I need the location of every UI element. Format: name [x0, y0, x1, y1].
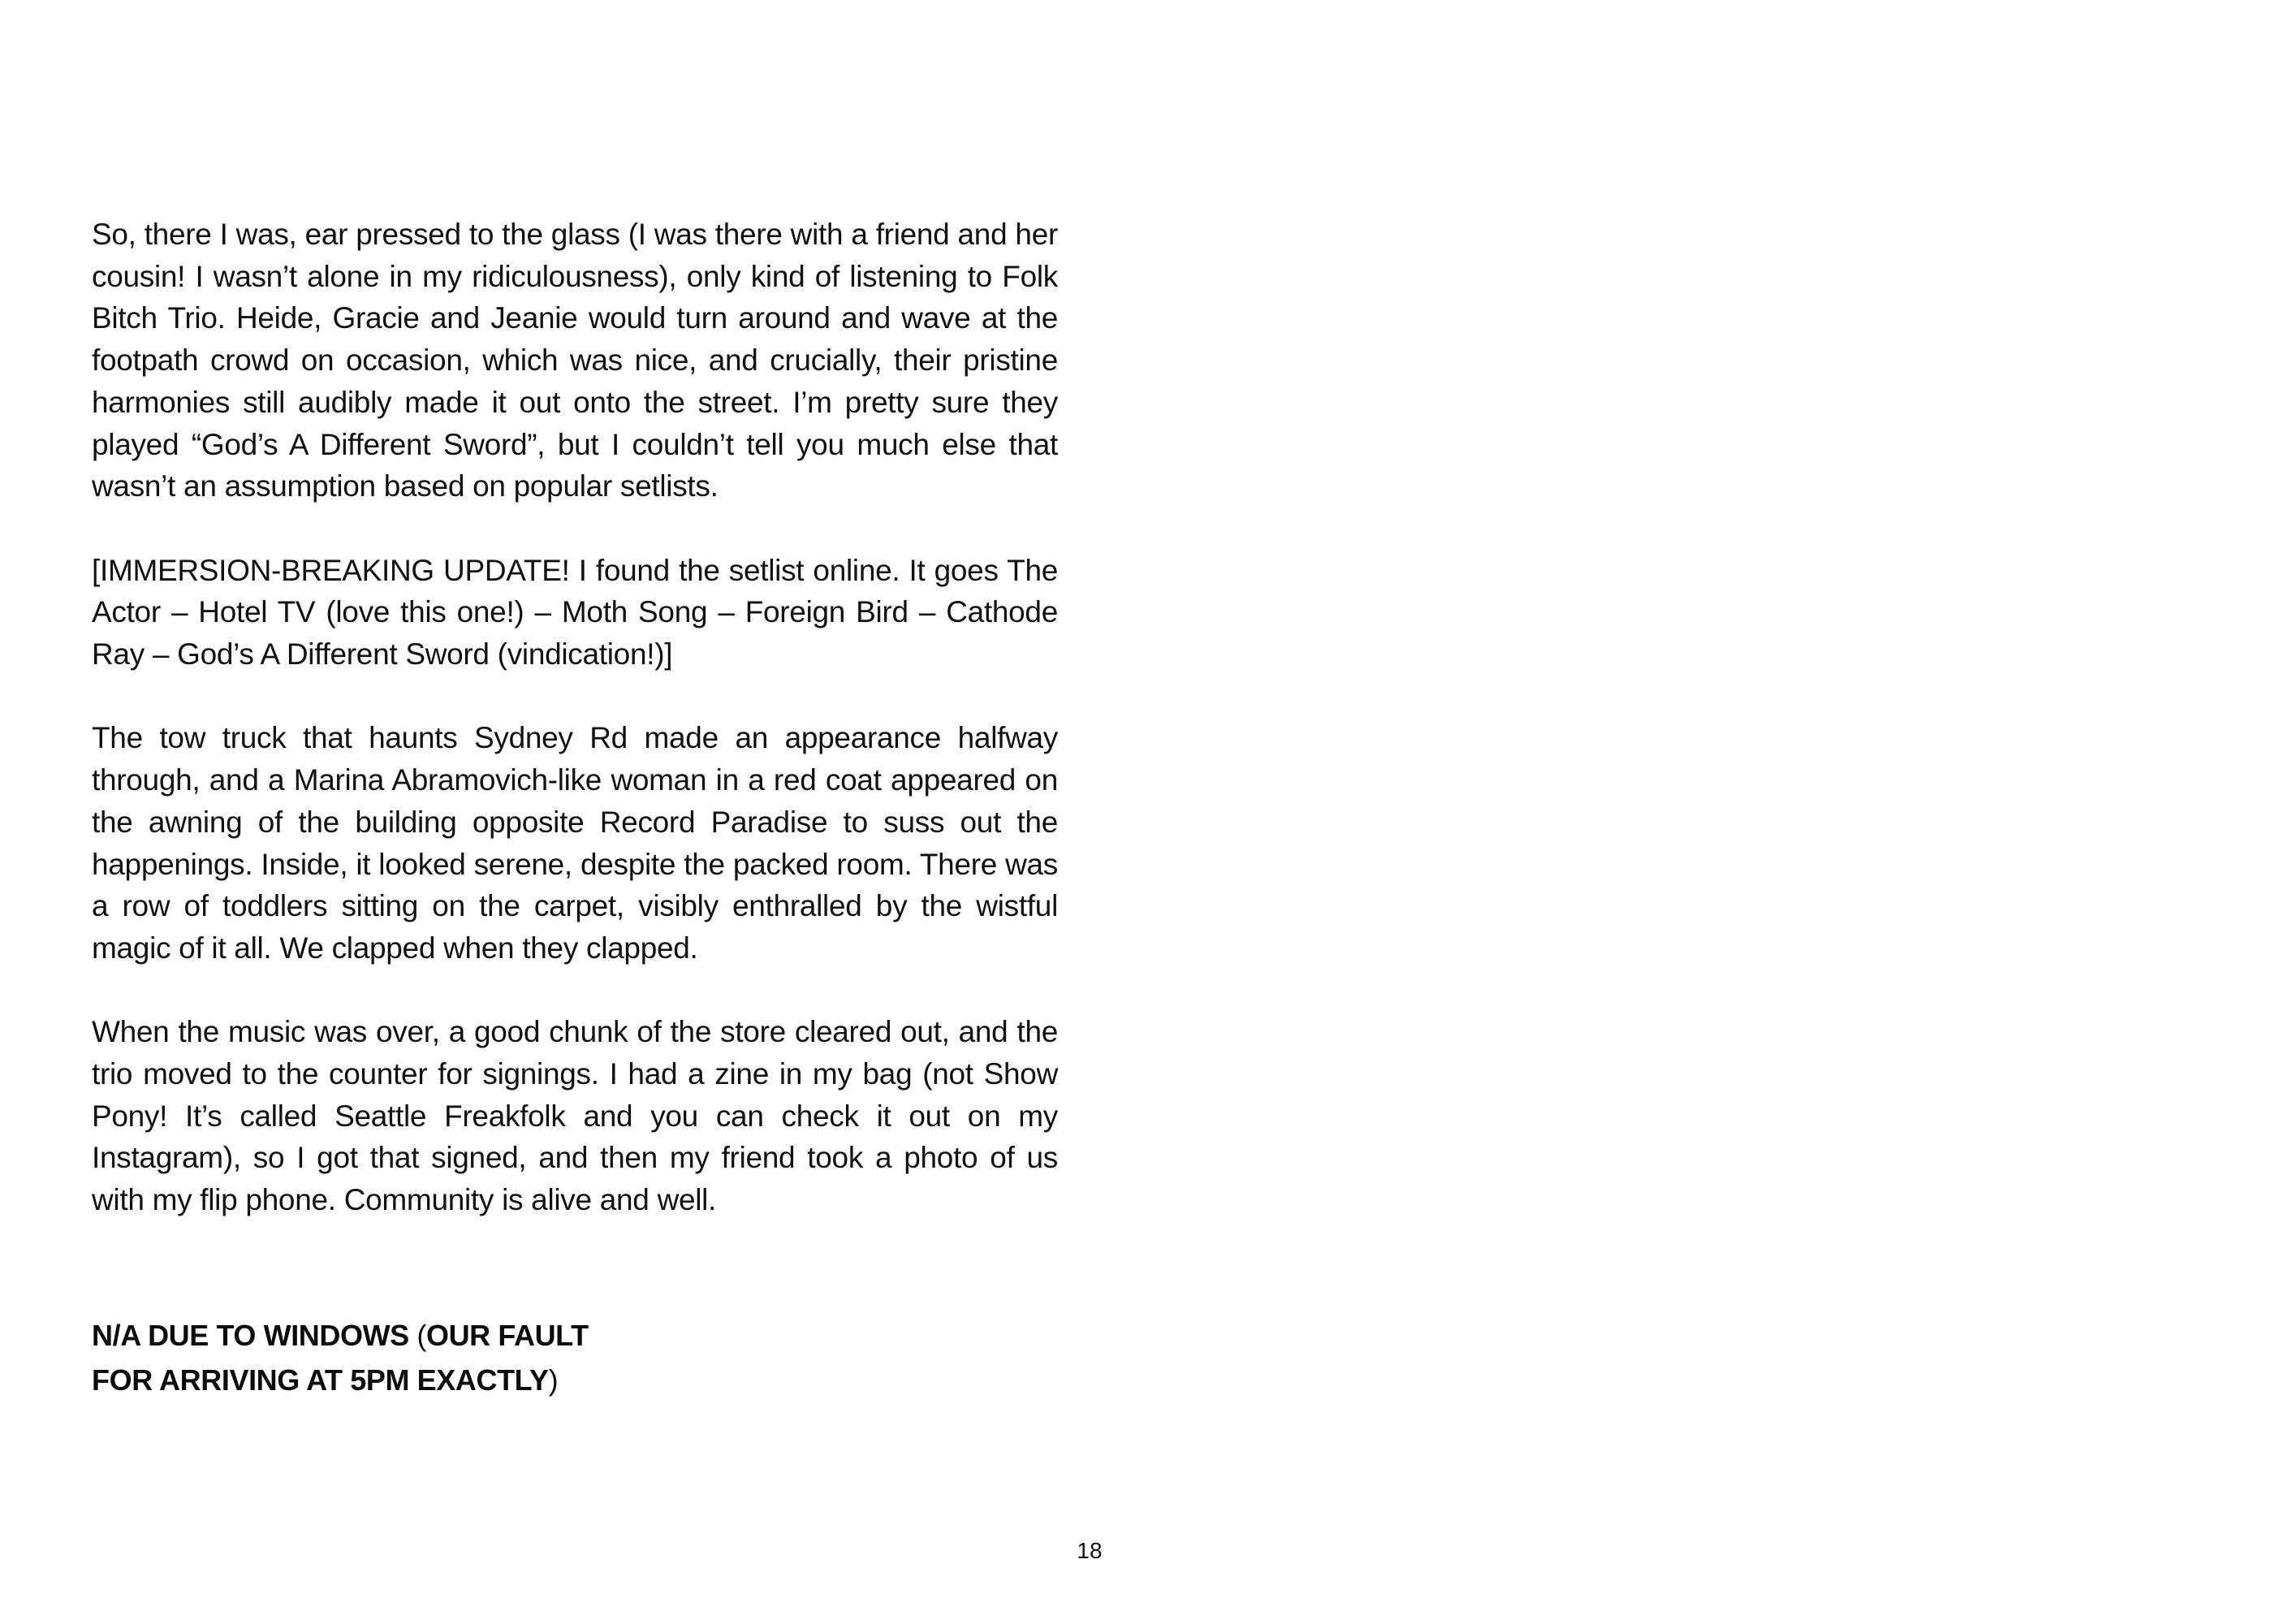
heading-line-1-text: N/A DUE TO WINDOWS — [92, 1319, 417, 1352]
section-heading — [92, 1313, 709, 1402]
paragraph-tow-truck: The tow truck that haunts Sydney Rd made an appearance halfway through, and a Marina Abramovich-like woman in a red coat appeared on the awning of the building opposite Record Paradise to suss out the happenings. Inside, it looked serene, despite the packed room. There was a row of toddlers sitting on the carpet, visibly enthralled by the wistful magic of it all. We clapped when they clapped. — [92, 721, 1058, 965]
paragraph-setlist-update: [IMMERSION-BREAKING UPDATE! I found the setlist online. It goes The Actor – Hotel TV (love this one!) – Moth Song – Foreign Bird – Cathode Ray – God’s A Different Sword (vindication!)] — [92, 553, 1058, 672]
paragraph-signings: When the music was over, a good chunk of the store cleared out, and the trio moved to the counter for signings. I had a zine in my bag (not Show Pony! It’s called Seattle Freakfolk and you can check it out on my Instagram), so I got that signed, and then my friend took a photo of us with my flip phone. Community is alive and well. — [92, 1015, 1058, 1217]
heading-line-2 — [92, 1358, 709, 1402]
heading-close-paren: ) — [548, 1363, 559, 1397]
heading-open-paren: ( — [416, 1319, 426, 1352]
heading-line-1-rest: OUR FAULT — [425, 1319, 589, 1352]
heading-line-1 — [92, 1313, 709, 1358]
heading-line-2-text: FOR ARRIVING AT 5PM EXACTLY — [92, 1363, 549, 1397]
page-number: 18 — [1077, 1538, 1103, 1563]
body-text-column — [92, 214, 1058, 1263]
paragraph-ear-pressed-to-glass: So, there I was, ear pressed to the glass (I was there with a friend and her cousin! I wasn’t alone in my ridiculousness), only kind of listening to Folk Bitch Trio. Heide, Gracie and Jeanie would turn around and wave at the footpath crowd on occasion, which was nice, and crucially, their pristine harmonies still audibly made it out onto the street. I’m pretty sure they played “God’s A Different Sword”, but I couldn’t tell you much else that wasn’t an assumption based on popular setlists. — [92, 218, 1058, 503]
